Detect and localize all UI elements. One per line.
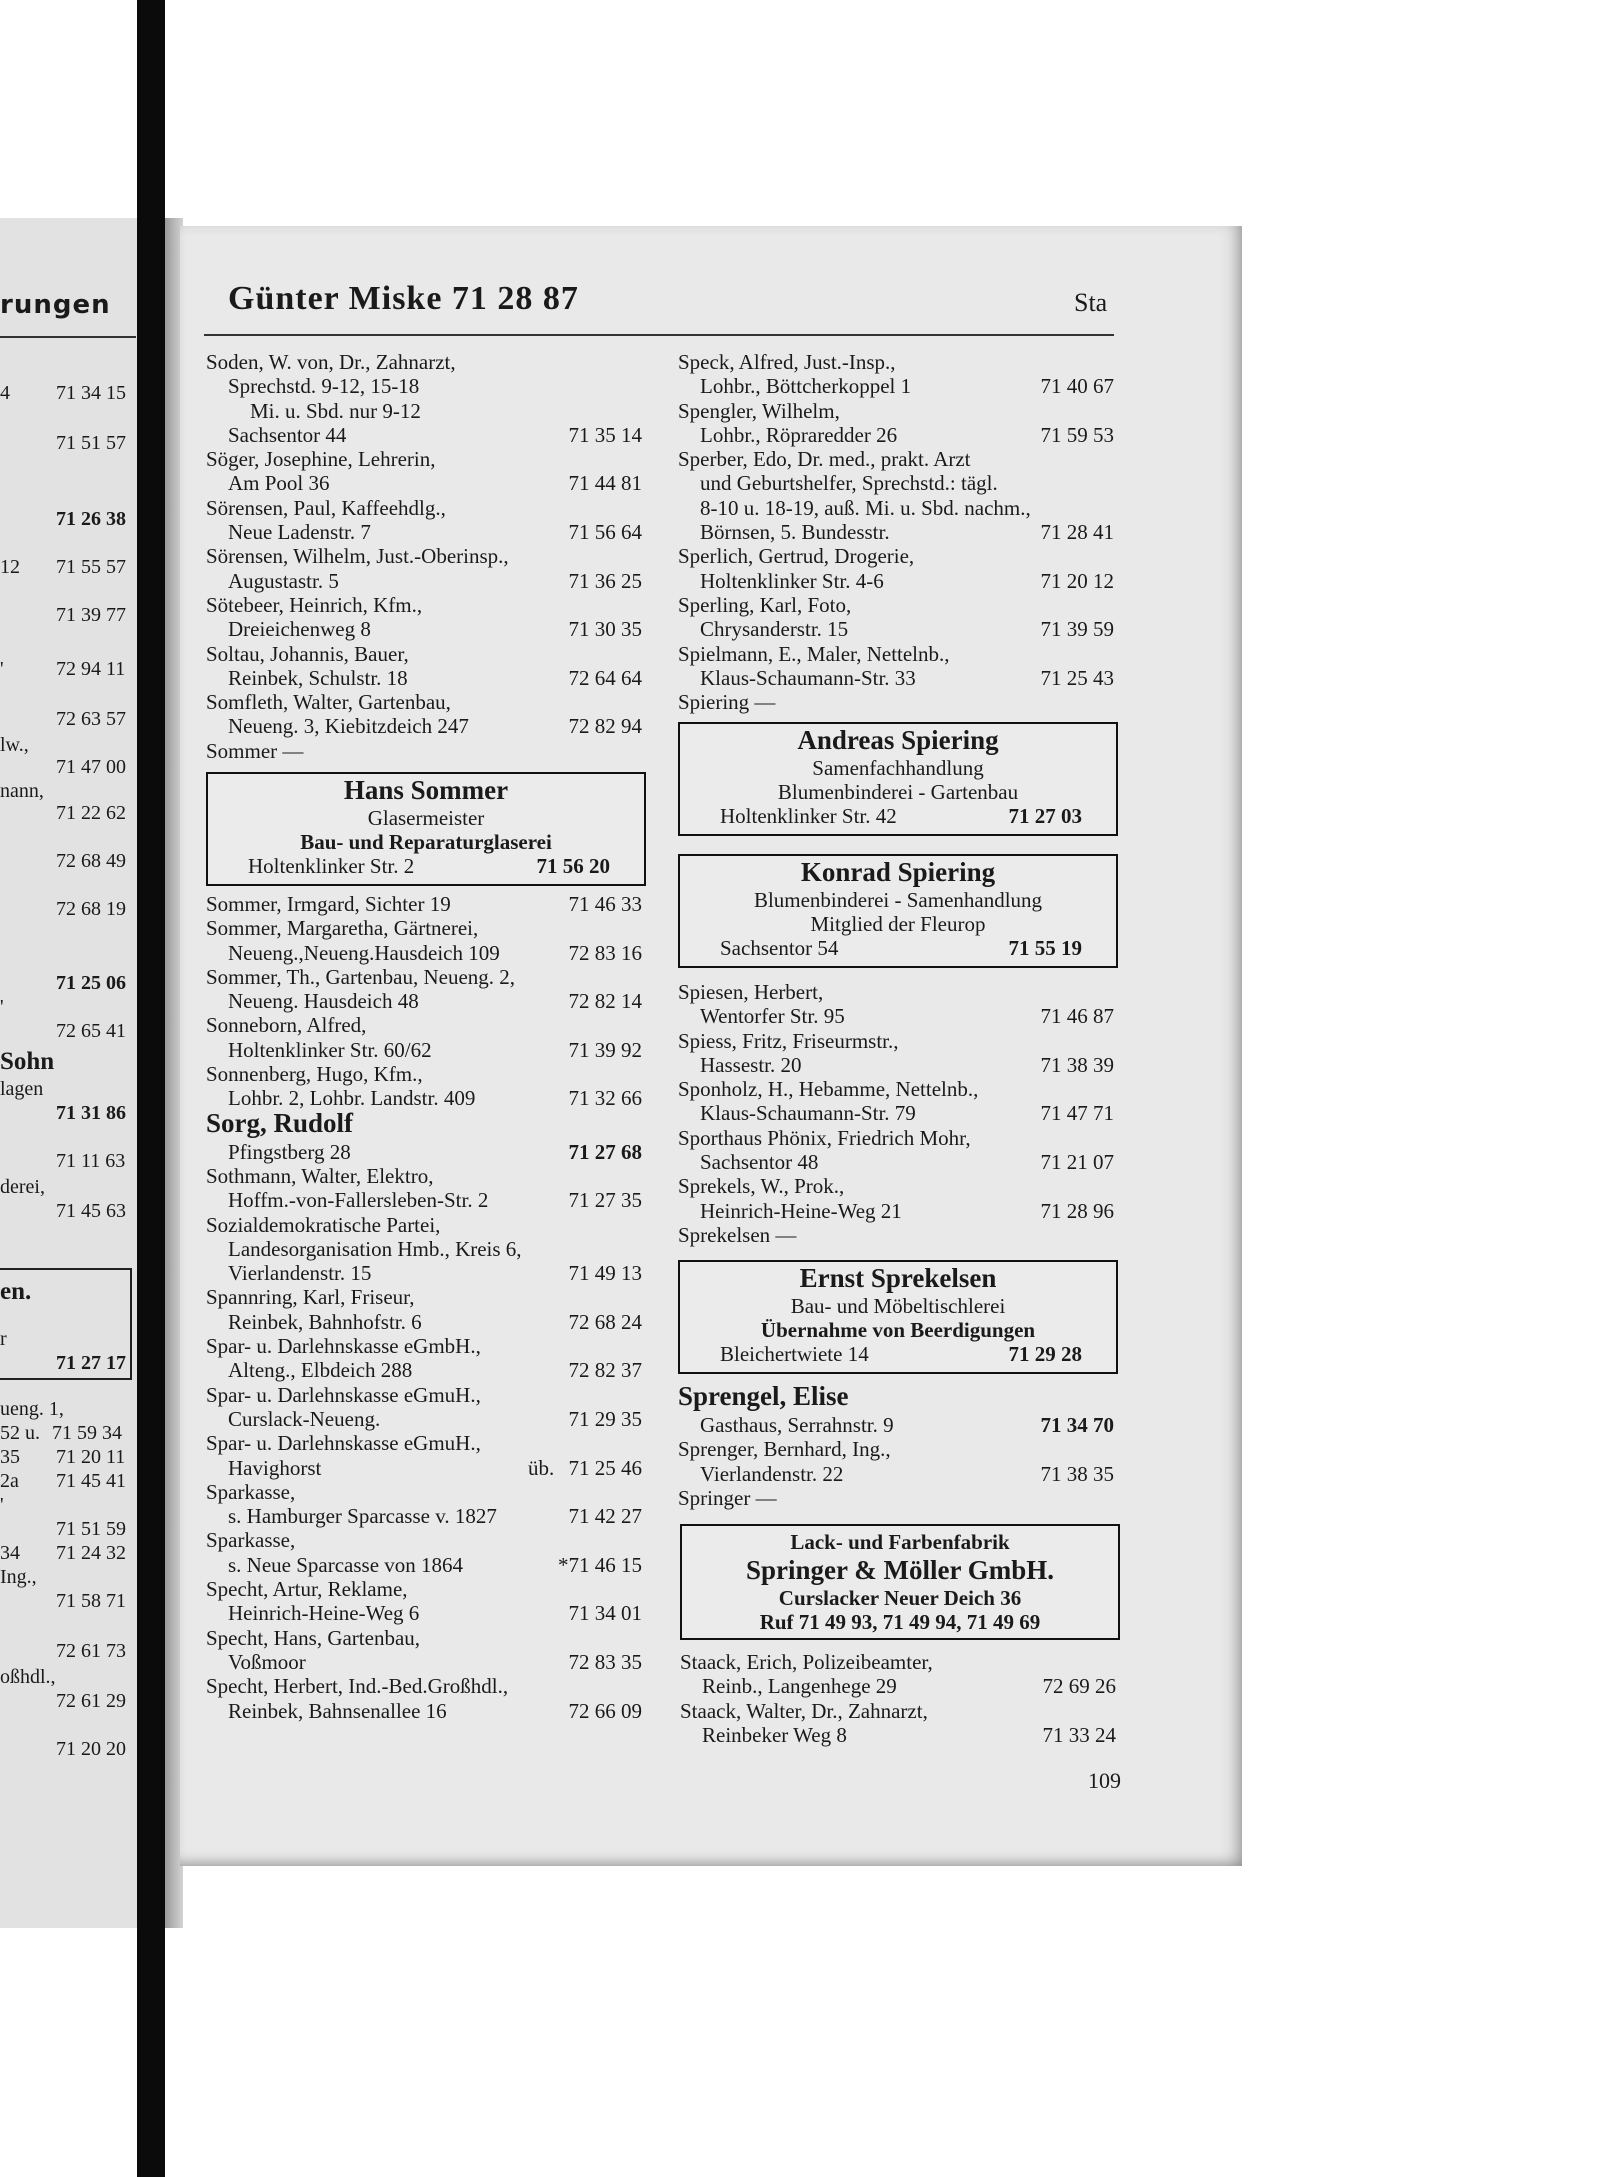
entry-text: Vierlandenstr. 22 xyxy=(700,1461,844,1486)
ad-title: Hans Sommer xyxy=(343,775,509,805)
left-page-rule xyxy=(0,336,136,338)
entry-text: Mi. u. Sbd. nur 9-12 xyxy=(250,398,421,423)
entry-text: Hoffm.-von-Fallersleben-Str. 2 xyxy=(228,1188,489,1213)
entry-text: Chrysanderstr. 15 xyxy=(700,617,849,642)
directory-entry-line xyxy=(678,1101,1118,1125)
entry-text: Holtenklinker Str. 4-6 xyxy=(700,568,884,593)
left-page-phone: 71 26 38 xyxy=(56,508,126,530)
entry-text: Sprekelsen — xyxy=(678,1222,797,1247)
entry-phone: 71 32 66 xyxy=(568,1086,642,1111)
entry-phone: 71 34 70 xyxy=(1040,1413,1114,1437)
directory-entry-line xyxy=(206,399,646,423)
entry-text: Sperling, Karl, Foto, xyxy=(678,592,852,617)
ad-phone: 71 29 28 xyxy=(1008,1342,1082,1366)
left-page-text: r xyxy=(0,1328,7,1350)
entry-text: Soltau, Johannis, Bauer, xyxy=(206,641,409,666)
entry-phone: 71 35 14 xyxy=(568,422,642,447)
entry-text: s. Hamburger Sparcasse v. 1827 xyxy=(228,1504,497,1529)
entry-phone: 71 46 87 xyxy=(1040,1004,1114,1029)
entry-text: Spannring, Karl, Friseur, xyxy=(206,1285,415,1310)
entry-phone: 71 56 64 xyxy=(568,520,642,545)
directory-entry-line xyxy=(206,1528,646,1552)
directory-entry-line xyxy=(206,642,646,666)
directory-entry-line xyxy=(678,593,1118,617)
left-page-phone: 71 25 06 xyxy=(56,972,126,994)
entry-phone: 72 82 14 xyxy=(568,989,642,1014)
directory-entry-line xyxy=(206,1261,646,1285)
left-page-phone: 72 68 19 xyxy=(56,898,126,920)
directory-entry-line xyxy=(680,1699,1120,1723)
left-page-text: 12 xyxy=(0,556,20,578)
entry-text: Sprengel, Elise xyxy=(678,1381,849,1411)
directory-entry-line xyxy=(678,1077,1118,1101)
ad-konrad-spiering xyxy=(678,854,1118,968)
directory-entry-line xyxy=(206,1553,646,1577)
left-page-phone: 72 63 57 xyxy=(56,708,126,730)
directory-entry-line xyxy=(678,569,1118,593)
left-page-text: Sohn xyxy=(0,1048,55,1075)
directory-entry-line xyxy=(206,617,646,641)
entry-phone: 71 25 46 xyxy=(568,1455,642,1480)
left-page-text: 52 u. xyxy=(0,1422,40,1444)
left-page-phone: 71 27 17 xyxy=(56,1352,126,1374)
entry-text: Sprekels, W., Prok., xyxy=(678,1174,845,1199)
left-page-phone: 71 47 00 xyxy=(56,756,126,778)
left-page-heading: rungen xyxy=(0,290,111,320)
left-page-phone: 71 45 41 xyxy=(56,1470,126,1492)
ad-line: Samenfachhandlung xyxy=(812,756,984,780)
ad-line: Übernahme von Beerdigungen xyxy=(760,1318,1036,1342)
directory-entry-line xyxy=(678,617,1118,641)
directory-entry-line xyxy=(206,965,646,989)
left-page-phone: 71 39 77 xyxy=(56,604,126,626)
entry-phone: 71 38 39 xyxy=(1040,1052,1114,1077)
entry-phone: 71 28 41 xyxy=(1040,520,1114,545)
directory-entry-line xyxy=(206,1285,646,1309)
ad-andreas-spiering xyxy=(678,722,1118,836)
entry-text: Sonneborn, Alfred, xyxy=(206,1013,367,1038)
directory-entry-line xyxy=(206,1626,646,1650)
entry-phone: 71 33 24 xyxy=(1042,1722,1116,1747)
entry-text: Am Pool 36 xyxy=(228,471,330,496)
entry-text: Hassestr. 20 xyxy=(700,1052,802,1077)
entry-phone: 71 27 35 xyxy=(568,1188,642,1213)
entry-text: Sörensen, Paul, Kaffeehdlg., xyxy=(206,495,446,520)
entry-text: Sommer, Th., Gartenbau, Neueng. 2, xyxy=(206,964,516,989)
left-page-text: Ing., xyxy=(0,1566,37,1588)
book-gutter xyxy=(137,0,165,2177)
directory-entry-line xyxy=(206,1038,646,1062)
directory-entry-line xyxy=(206,1431,646,1455)
entry-text: Specht, Artur, Reklame, xyxy=(206,1577,408,1602)
left-page-text: ' xyxy=(0,1494,4,1516)
ad-address: Holtenklinker Str. 42 xyxy=(720,804,897,828)
entry-text: Sothmann, Walter, Elektro, xyxy=(206,1163,434,1188)
directory-entry-line xyxy=(206,690,646,714)
page-number: 109 xyxy=(1088,1768,1121,1793)
directory-entry-line xyxy=(678,399,1118,423)
directory-entry-line xyxy=(678,1126,1118,1150)
entry-phone: 71 46 33 xyxy=(568,892,642,916)
directory-entry-line xyxy=(206,1480,646,1504)
entry-text: Lohbr. 2, Lohbr. Landstr. 409 xyxy=(228,1086,476,1111)
directory-entry-line xyxy=(678,447,1118,471)
entry-text: Springer — xyxy=(678,1485,777,1510)
entry-text: Reinb., Langenhege 29 xyxy=(702,1674,897,1699)
entry-phone: 71 39 59 xyxy=(1040,617,1114,642)
left-page-text: nann, xyxy=(0,780,44,802)
entry-phone: 71 49 13 xyxy=(568,1261,642,1286)
entry-text: Heinrich-Heine-Weg 21 xyxy=(700,1198,902,1223)
left-page xyxy=(0,218,142,1928)
ad-title: Andreas Spiering xyxy=(797,725,999,755)
directory-entry-line xyxy=(206,1601,646,1625)
entry-phone: 72 66 09 xyxy=(568,1698,642,1723)
directory-entry-line xyxy=(206,1456,646,1480)
directory-entry-line xyxy=(678,1437,1118,1461)
directory-entry-line xyxy=(678,544,1118,568)
ad-address: Sachsentor 54 xyxy=(720,936,839,960)
entry-text: Sparkasse, xyxy=(206,1479,296,1504)
ad-title: Ernst Sprekelsen xyxy=(799,1263,997,1293)
left-page-text: lw., xyxy=(0,734,29,756)
entry-phone: 71 47 71 xyxy=(1040,1101,1114,1126)
directory-entry-line xyxy=(678,1413,1118,1437)
entry-phone: 71 38 35 xyxy=(1040,1461,1114,1486)
directory-entry-line xyxy=(678,423,1118,447)
left-page-text: 35 xyxy=(0,1446,20,1468)
directory-entry-line xyxy=(678,496,1118,520)
ad-line: Mitglied der Fleurop xyxy=(810,912,986,936)
entry-text: Specht, Hans, Gartenbau, xyxy=(206,1625,421,1650)
entry-phone: 71 29 35 xyxy=(568,1406,642,1431)
entry-text: Spar- u. Darlehnskasse eGmuH., xyxy=(206,1382,481,1407)
directory-entry-line xyxy=(206,714,646,738)
left-page-phone: 71 24 32 xyxy=(56,1542,126,1564)
directory-entry-line xyxy=(678,666,1118,690)
left-page-phone: 72 65 41 xyxy=(56,1020,126,1042)
entry-text: Wentorfer Str. 95 xyxy=(700,1004,845,1029)
directory-entry-line xyxy=(678,520,1118,544)
left-page-phone: 72 94 11 xyxy=(56,658,126,680)
directory-entry-line xyxy=(206,350,646,374)
ad-line: Bau- und Möbeltischlerei xyxy=(790,1294,1006,1318)
directory-entry-line xyxy=(206,1577,646,1601)
entry-text: Spiesen, Herbert, xyxy=(678,980,824,1004)
ad-phone: 71 56 20 xyxy=(536,854,610,878)
directory-entry-line xyxy=(206,520,646,544)
entry-text: Curslack-Neueng. xyxy=(228,1406,381,1431)
left-page-phone: 71 45 63 xyxy=(56,1200,126,1222)
entry-text: Heinrich-Heine-Weg 6 xyxy=(228,1601,420,1626)
left-page-text: oßhdl., xyxy=(0,1666,56,1688)
entry-text: Reinbeker Weg 8 xyxy=(702,1722,847,1747)
ad-phone: 71 27 03 xyxy=(1008,804,1082,828)
entry-text: Neueng. 3, Kiebitzdeich 247 xyxy=(228,714,469,739)
directory-entry-line xyxy=(206,666,646,690)
directory-entry-line xyxy=(206,1213,646,1237)
entry-text: Neueng. Hausdeich 48 xyxy=(228,989,419,1014)
left-page-phone: 71 22 62 xyxy=(56,802,126,824)
entry-text: Klaus-Schaumann-Str. 79 xyxy=(700,1101,916,1126)
directory-entry-line xyxy=(206,1310,646,1334)
entry-phone: 72 82 37 xyxy=(568,1358,642,1383)
directory-entry-line xyxy=(206,1188,646,1212)
directory-entry-line xyxy=(206,1140,646,1164)
directory-entry-line xyxy=(206,1699,646,1723)
entry-text: Lohbr., Röpraredder 26 xyxy=(700,422,898,447)
entry-phone: 72 69 26 xyxy=(1042,1674,1116,1699)
entry-text: Sachsentor 44 xyxy=(228,422,347,447)
left-page-phone: 72 61 29 xyxy=(56,1690,126,1712)
entry-text: Specht, Herbert, Ind.-Bed.Großhdl., xyxy=(206,1674,509,1699)
left-page-text: 4 xyxy=(0,382,10,404)
directory-entry-line xyxy=(206,739,646,763)
left-page-phone: 72 68 49 xyxy=(56,850,126,872)
ad-line: Lack- und Farbenfabrik xyxy=(790,1530,1010,1554)
entry-phone: 71 28 96 xyxy=(1040,1198,1114,1223)
entry-phone: 71 21 07 xyxy=(1040,1150,1114,1175)
entry-text: Sprechstd. 9-12, 15-18 xyxy=(228,374,420,399)
left-page-text: ' xyxy=(0,658,4,680)
entry-text: Sommer — xyxy=(206,738,304,763)
entry-text: Spengler, Wilhelm, xyxy=(678,398,840,423)
ad-title: Springer & Möller GmbH. xyxy=(746,1555,1054,1585)
entry-text: Landesorganisation Hmb., Kreis 6, xyxy=(228,1236,522,1261)
entry-text: Neueng.,Neueng.Hausdeich 109 xyxy=(228,940,500,965)
entry-text: Dreieichenweg 8 xyxy=(228,617,371,642)
directory-entry-line xyxy=(206,1237,646,1261)
page-header-title: Günter Miske 71 28 87 xyxy=(228,280,579,317)
entry-text: Sommer, Margaretha, Gärtnerei, xyxy=(206,916,479,941)
ad-address: Holtenklinker Str. 2 xyxy=(248,854,415,878)
directory-entry-line xyxy=(206,892,646,916)
entry-text: Sorg, Rudolf xyxy=(206,1107,354,1138)
directory-entry-line xyxy=(678,1462,1118,1486)
left-page-phone: 71 31 86 xyxy=(56,1102,126,1124)
entry-text: Reinbek, Bahnsenallee 16 xyxy=(228,1698,447,1723)
entry-phone: *71 46 15 xyxy=(558,1552,642,1577)
entry-phone: 71 42 27 xyxy=(568,1504,642,1529)
directory-entry-line xyxy=(206,989,646,1013)
directory-entry-line xyxy=(678,690,1118,714)
left-page-text: derei, xyxy=(0,1176,45,1198)
entry-text: Sprenger, Bernhard, Ing., xyxy=(678,1437,891,1462)
entry-text: Sporthaus Phönix, Friedrich Mohr, xyxy=(678,1125,971,1150)
directory-entry-line xyxy=(680,1723,1120,1747)
directory-entry-line xyxy=(206,374,646,398)
entry-phone: 71 36 25 xyxy=(568,568,642,593)
directory-entry-line xyxy=(678,1381,1118,1413)
entry-text: Staack, Walter, Dr., Zahnarzt, xyxy=(680,1698,928,1723)
directory-entry-line xyxy=(206,941,646,965)
left-page-text: ' xyxy=(0,996,4,1018)
entry-text: Spiering — xyxy=(678,690,776,715)
ad-line: Blumenbinderei - Gartenbau xyxy=(777,780,1019,804)
directory-entry-line xyxy=(678,374,1118,398)
entry-text: Sötebeer, Heinrich, Kfm., xyxy=(206,592,423,617)
entry-text: Voßmoor xyxy=(228,1649,306,1674)
ad-line: Curslacker Neuer Deich 36 xyxy=(778,1586,1022,1610)
directory-entry-line xyxy=(206,1358,646,1382)
entry-text: Sörensen, Wilhelm, Just.-Oberinsp., xyxy=(206,544,509,569)
ad-line: Blumenbinderei - Samenhandlung xyxy=(753,888,1043,912)
directory-entry-line xyxy=(680,1650,1120,1674)
directory-entry-line xyxy=(206,1407,646,1431)
entry-phone: 71 39 92 xyxy=(568,1037,642,1062)
directory-entry-line xyxy=(206,447,646,471)
page-header-section: Sta xyxy=(1074,288,1108,317)
entry-text: Sonnenberg, Hugo, Kfm., xyxy=(206,1062,423,1087)
directory-entry-line xyxy=(206,1013,646,1037)
ad-title: Konrad Spiering xyxy=(800,857,996,887)
left-page-phone: 71 51 57 xyxy=(56,432,126,454)
right-column-block-2 xyxy=(678,980,1118,1247)
entry-note: üb. xyxy=(528,1455,555,1480)
entry-text: Sachsentor 48 xyxy=(700,1150,819,1175)
entry-text: Staack, Erich, Polizeibeamter, xyxy=(680,1650,933,1674)
left-page-text: lagen xyxy=(0,1078,44,1100)
entry-text: Pfingstberg 28 xyxy=(228,1139,351,1164)
entry-phone: 72 83 35 xyxy=(568,1649,642,1674)
entry-phone: 72 68 24 xyxy=(568,1309,642,1334)
right-column-block-1 xyxy=(678,350,1118,714)
directory-entry-line xyxy=(206,1383,646,1407)
left-column-block-1 xyxy=(206,350,646,763)
directory-entry-line xyxy=(206,569,646,593)
header-rule xyxy=(204,334,1114,336)
directory-entry-line xyxy=(678,1199,1118,1223)
directory-entry-line xyxy=(206,1164,646,1188)
entry-text: Sperlich, Gertrud, Drogerie, xyxy=(678,544,915,569)
left-page-phone: 71 58 71 xyxy=(56,1590,126,1612)
directory-entry-line xyxy=(206,916,646,940)
entry-text: Spar- u. Darlehnskasse eGmuH., xyxy=(206,1431,481,1456)
directory-entry-line xyxy=(206,1650,646,1674)
directory-entry-line xyxy=(678,1486,1118,1510)
right-column-block-3 xyxy=(678,1381,1118,1510)
ad-line: Ruf 71 49 93, 71 49 94, 71 49 69 xyxy=(759,1610,1041,1634)
directory-entry-line xyxy=(206,1674,646,1698)
ad-address: Bleichertwiete 14 xyxy=(720,1342,869,1366)
directory-entry-line xyxy=(206,544,646,568)
entry-phone: 71 40 67 xyxy=(1040,374,1114,399)
entry-text: Klaus-Schaumann-Str. 33 xyxy=(700,665,916,690)
entry-phone: 71 25 43 xyxy=(1040,665,1114,690)
entry-text: Vierlandenstr. 15 xyxy=(228,1261,372,1286)
entry-text: Sozialdemokratische Partei, xyxy=(206,1212,441,1237)
ad-ernst-sprekelsen xyxy=(678,1260,1118,1374)
entry-text: Spiess, Fritz, Friseurmstr., xyxy=(678,1028,899,1053)
entry-text: Gasthaus, Serrahnstr. 9 xyxy=(700,1413,894,1437)
left-page-text: 34 xyxy=(0,1542,20,1564)
entry-text: und Geburtshelfer, Sprechstd.: tägl. xyxy=(700,471,998,496)
left-page-phone: 71 11 63 xyxy=(56,1150,126,1172)
directory-entry-line xyxy=(206,471,646,495)
left-page-phone: 71 51 59 xyxy=(56,1518,126,1540)
entry-text: 8-10 u. 18-19, auß. Mi. u. Sbd. nachm., xyxy=(700,495,1031,520)
directory-entry-line xyxy=(680,1674,1120,1698)
directory-entry-line xyxy=(678,471,1118,495)
entry-text: Sponholz, H., Hebamme, Nettelnb., xyxy=(678,1077,979,1102)
directory-entry-line xyxy=(678,1174,1118,1198)
entry-text: Sommer, Irmgard, Sichter 19 xyxy=(206,892,451,916)
directory-entry-line xyxy=(678,1053,1118,1077)
left-page-text: ueng. 1, xyxy=(0,1398,64,1420)
entry-phone: 72 83 16 xyxy=(568,940,642,965)
entry-text: Söger, Josephine, Lehrerin, xyxy=(206,447,436,472)
directory-entry-line xyxy=(206,1504,646,1528)
ad-line: Bau- und Reparaturglaserei xyxy=(300,830,552,854)
directory-entry-line xyxy=(678,350,1118,374)
ad-line: Glasermeister xyxy=(367,806,485,830)
entry-text: Reinbek, Schulstr. 18 xyxy=(228,665,408,690)
entry-text: Sperber, Edo, Dr. med., prakt. Arzt xyxy=(678,447,971,472)
directory-entry-line xyxy=(678,642,1118,666)
entry-text: Somfleth, Walter, Gartenbau, xyxy=(206,690,451,715)
directory-entry-line xyxy=(206,1107,646,1140)
entry-text: Neue Ladenstr. 7 xyxy=(228,520,371,545)
entry-text: Speck, Alfred, Just.-Insp., xyxy=(678,350,896,374)
directory-entry-line xyxy=(206,496,646,520)
left-page-text: 2a xyxy=(0,1470,19,1492)
directory-entry-line xyxy=(678,1223,1118,1247)
ad-hans-sommer xyxy=(206,772,646,886)
entry-text: Lohbr., Böttcherkoppel 1 xyxy=(700,374,912,399)
entry-text: Havighorst xyxy=(228,1455,322,1480)
entry-text: s. Neue Sparcasse von 1864 xyxy=(228,1552,464,1577)
directory-entry-line xyxy=(678,1029,1118,1053)
entry-phone: 71 20 12 xyxy=(1040,568,1114,593)
left-page-phone: 71 20 11 xyxy=(56,1446,126,1468)
entry-phone: 71 30 35 xyxy=(568,617,642,642)
directory-entry-line xyxy=(206,593,646,617)
entry-text: Holtenklinker Str. 60/62 xyxy=(228,1037,432,1062)
entry-phone: 71 27 68 xyxy=(568,1139,642,1164)
left-page-phone: 71 34 15 xyxy=(56,382,126,404)
entry-phone: 71 59 53 xyxy=(1040,422,1114,447)
right-column-block-4 xyxy=(680,1650,1120,1747)
entry-phone: 71 34 01 xyxy=(568,1601,642,1626)
directory-entry-line xyxy=(678,1150,1118,1174)
left-page-phone: 71 59 34 xyxy=(52,1422,122,1444)
left-column-block-2 xyxy=(206,892,646,1723)
entry-text: Börnsen, 5. Bundesstr. xyxy=(700,520,890,545)
entry-phone: 72 82 94 xyxy=(568,714,642,739)
entry-phone: 72 64 64 xyxy=(568,665,642,690)
entry-text: Reinbek, Bahnhofstr. 6 xyxy=(228,1309,422,1334)
directory-entry-line xyxy=(206,423,646,447)
left-page-phone: 71 20 20 xyxy=(56,1738,126,1760)
entry-text: Spar- u. Darlehnskasse eGmbH., xyxy=(206,1334,481,1359)
entry-text: Sparkasse, xyxy=(206,1528,296,1553)
left-page-text: en. xyxy=(0,1278,32,1305)
entry-text: Soden, W. von, Dr., Zahnarzt, xyxy=(206,350,456,374)
directory-entry-line xyxy=(206,1334,646,1358)
left-page-phone: 72 61 73 xyxy=(56,1640,126,1662)
left-page-phone: 71 55 57 xyxy=(56,556,126,578)
directory-entry-line xyxy=(206,1062,646,1086)
entry-text: Augustastr. 5 xyxy=(228,568,339,593)
entry-text: Alteng., Elbdeich 288 xyxy=(228,1358,413,1383)
ad-springer-moeller xyxy=(680,1524,1120,1640)
directory-entry-line xyxy=(678,1004,1118,1028)
ad-phone: 71 55 19 xyxy=(1008,936,1082,960)
directory-entry-line xyxy=(678,980,1118,1004)
entry-text: Spielmann, E., Maler, Nettelnb., xyxy=(678,641,950,666)
entry-phone: 71 44 81 xyxy=(568,471,642,496)
